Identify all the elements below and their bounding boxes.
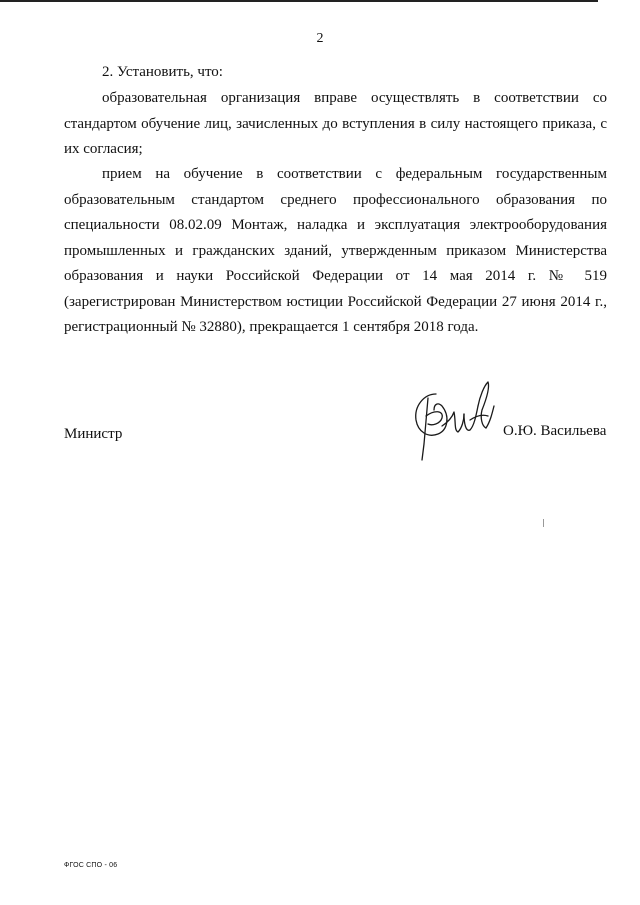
footer-code: ФГОС СПО - 06 (64, 862, 118, 869)
top-border-line (0, 0, 598, 2)
paragraph-1: образовательная организация вправе осуществлять в соответствии со стандартом обучение лиц, зачисленных до вступления в силу настоящего приказа, с их согласия; (64, 90, 607, 157)
signatory-title: Министр (64, 426, 123, 442)
paragraph-2: прием на обучение в соответствии с федеральным государственным образовательным стандартом среднего профессионального образования по специальности 08.02.09 Монтаж, наладка и эксплуатация электрооборудования промышленных и гражданских зданий, утвержденным приказом Министерства образования и науки Российской Федерации от 14 мая 2014 г. № 519 (зарегистрирован Министерством юстиции Российской Федерации 27 июня 2014 г., регистрационный № 32880), прекращается 1 сентября 2018 года. (64, 166, 607, 335)
section-heading: 2. Установить, что: (102, 64, 223, 80)
handwritten-signature (398, 376, 502, 462)
signatory-name: О.Ю. Васильева (503, 423, 607, 439)
scan-artifact (543, 519, 544, 527)
page-number: 2 (316, 31, 324, 46)
